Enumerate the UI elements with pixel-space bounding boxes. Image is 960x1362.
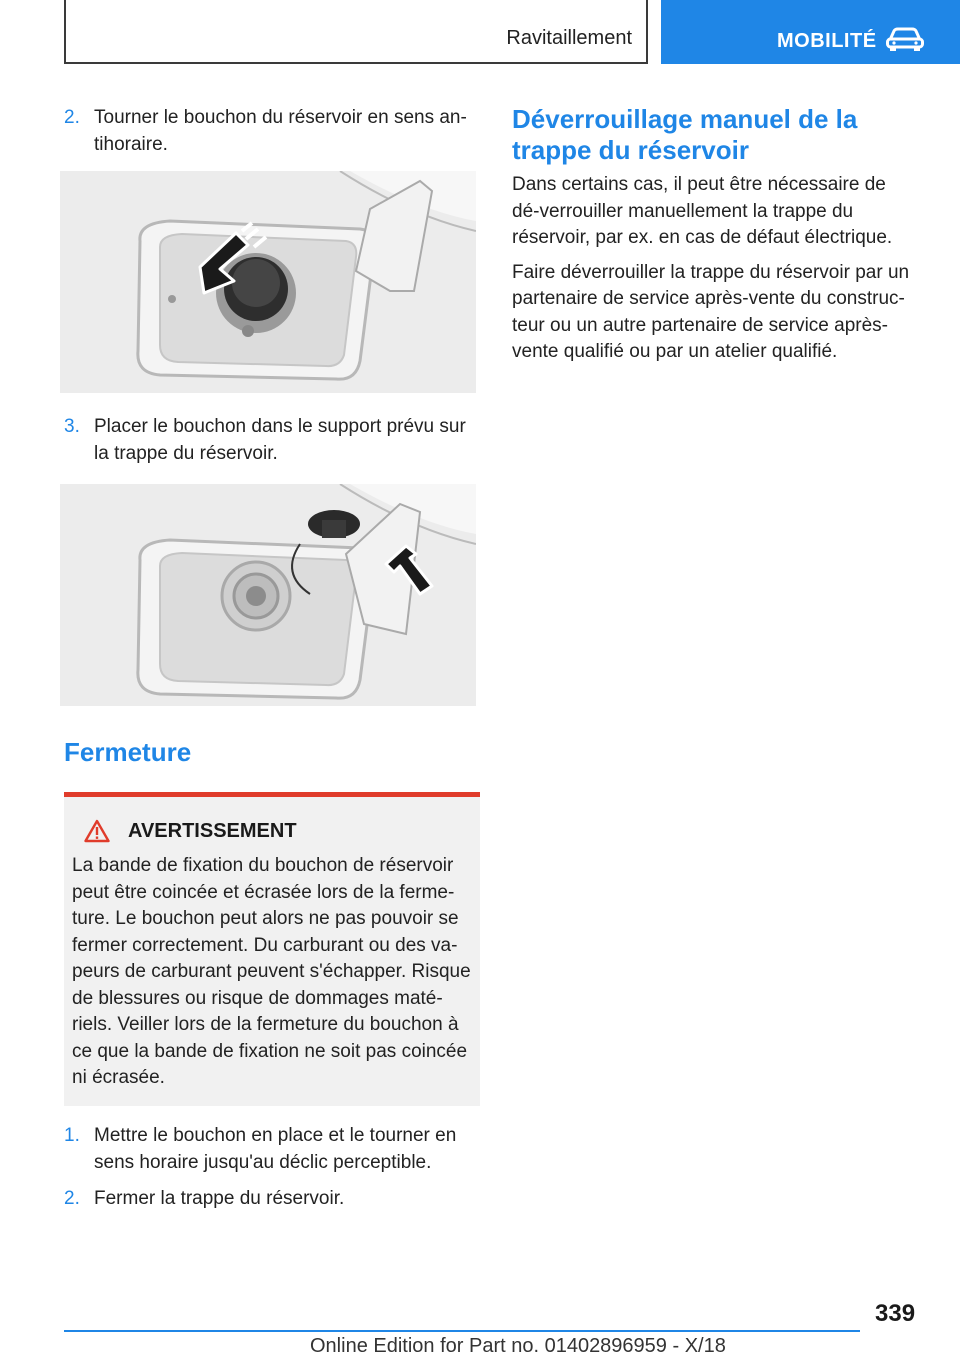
page-number: 339	[875, 1300, 916, 1327]
step-text: Tourner le bouchon du réservoir en sens an-tihoraire.	[94, 107, 467, 155]
section-title-deverrouillage: Déverrouillage manuel de la trappe du réservoir	[512, 104, 858, 165]
paragraph: Faire déverrouiller la trappe du réservoir par un partenaire de service après-vente du construc-teur ou un autre partenaire de service après-vente qualifié ou par un atelier qualifié.	[512, 261, 910, 362]
step-text: Fermer la trappe du réservoir.	[94, 1187, 345, 1209]
header-section-title: Ravitaillement	[506, 27, 632, 49]
step-number: 2.	[64, 107, 80, 128]
chapter-label: MOBILITÉ	[777, 30, 877, 52]
instruction-step	[64, 104, 476, 158]
warning-box	[64, 792, 480, 1106]
closing-step	[64, 1122, 476, 1176]
fuel-cap-turning-photo	[60, 171, 476, 393]
header-chapter-tab	[661, 0, 960, 64]
step-text: Mettre le bouchon en place et le tourner en sens horaire jusqu'au déclic perceptible.	[94, 1124, 457, 1173]
step-text: Placer le bouchon dans le support prévu sur la trappe du réservoir.	[94, 416, 466, 464]
left-column	[64, 104, 476, 1212]
fuel-cap-holder-photo	[60, 484, 476, 706]
instruction-step	[64, 413, 476, 467]
warning-header	[84, 819, 472, 843]
footer-edition: Online Edition for Part no. 01402896959 - X/18	[310, 1335, 726, 1357]
right-column	[512, 104, 918, 366]
car-icon	[886, 26, 924, 52]
section-title-fermeture: Fermeture	[64, 737, 192, 767]
step-number: 1.	[64, 1124, 80, 1146]
warning-text: La bande de fixation du bouchon de réservoir peut être coincée et écrasée lors de la ferme-ture. Le bouchon peut alors ne pas pouvoir se fermer correctement. Du carburant ou des va-peurs de carburant peuvent s'échapper. Risque de blessures ou risque de dommages maté-riels. Veiller lors de la fermeture du bouchon à ce que la bande de fixation ne soit pas coincée ni écrasée.	[72, 855, 471, 1088]
step-number: 2.	[64, 1187, 80, 1209]
step-number: 3.	[64, 416, 80, 437]
footer-divider	[64, 1330, 860, 1332]
warning-title: AVERTISSEMENT	[128, 819, 297, 842]
paragraph: Dans certains cas, il peut être nécessaire de dé-verrouiller manuellement la trappe du réservoir, par ex. en cas de défaut électrique.	[512, 174, 893, 248]
header-section-box	[64, 0, 648, 64]
closing-step	[64, 1185, 476, 1212]
warning-triangle-icon	[84, 819, 110, 843]
